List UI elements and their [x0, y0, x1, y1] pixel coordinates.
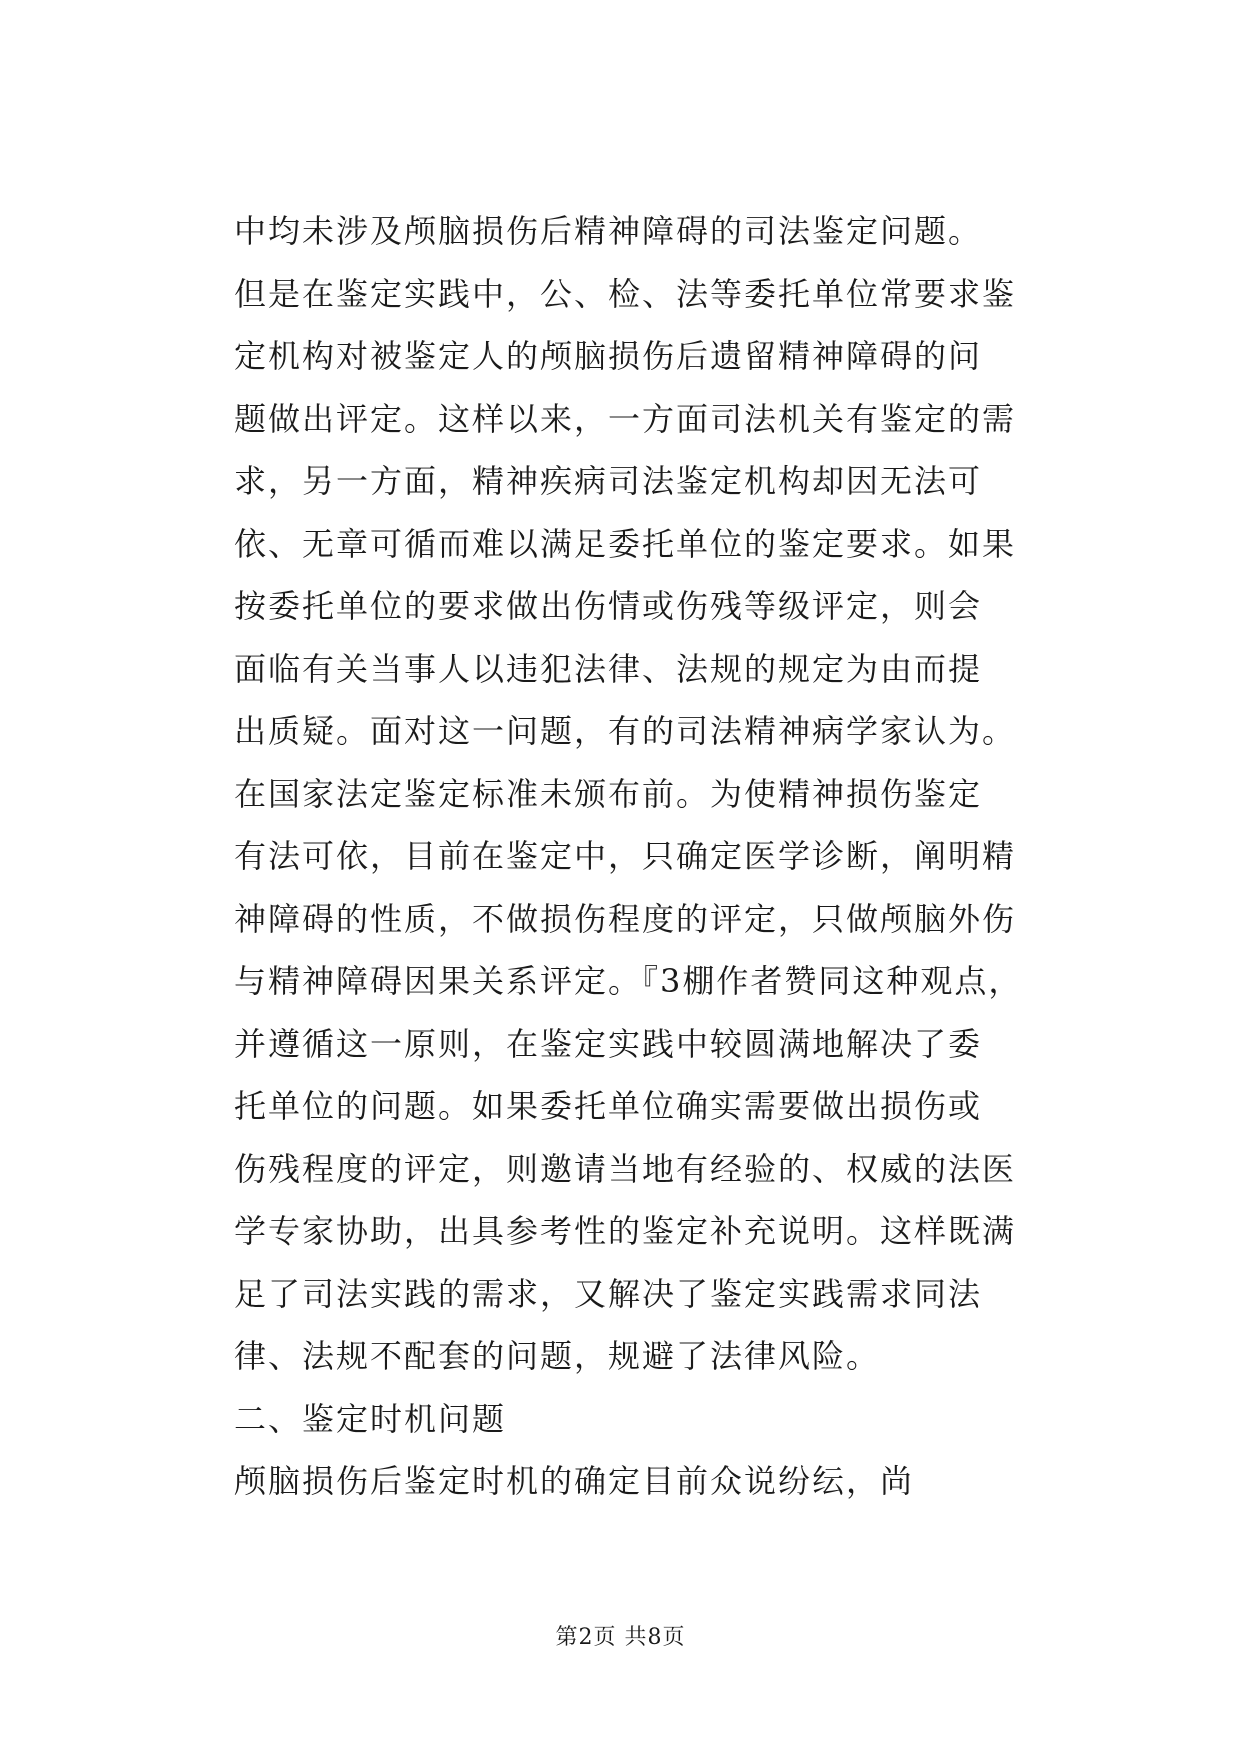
text-line: 求，另一方面，精神疾病司法鉴定机构却因无法可 — [234, 462, 983, 500]
text-line: 托单位的问题。如果委托单位确实需要做出损伤或 — [234, 1087, 983, 1125]
body-text — [234, 200, 1024, 1513]
text-line: 有法可依，目前在鉴定中，只确定医学诊断，阐明精 — [234, 837, 1017, 875]
text-line: 伤残程度的评定，则邀请当地有经验的、权威的法医 — [234, 1149, 1017, 1188]
text-line: 面临有关当事人以违犯法律、法规的规定为由而提 — [234, 649, 983, 688]
text-line: 足了司法实践的需求，又解决了鉴定实践需求同法 — [234, 1274, 983, 1313]
text-line: 颅脑损伤后鉴定时机的确定目前众说纷纭，尚 — [234, 1462, 915, 1500]
text-line: 律、法规不配套的问题，规避了法律风险。 — [234, 1337, 881, 1375]
page-number-footer: 第2页 共8页 — [555, 1625, 686, 1650]
text-line: 但是在鉴定实践中，公、检、法等委托单位常要求鉴 — [234, 274, 1017, 313]
text-line: 与精神障碍因果关系评定。『3棚作者赞同这种观点， — [234, 962, 1023, 1000]
text-line: 并遵循这一原则，在鉴定实践中较圆满地解决了委 — [234, 1024, 983, 1063]
text-line: 按委托单位的要求做出伤情或伤残等级评定，则会 — [234, 587, 983, 625]
text-line: 学专家协助，出具参考性的鉴定补充说明。这样既满 — [234, 1212, 1017, 1250]
text-line: 出质疑。面对这一问题，有的司法精神病学家认为。 — [234, 712, 1017, 750]
text-line: 题做出评定。这样以来，一方面司法机关有鉴定的需 — [234, 399, 1017, 438]
text-line: 在国家法定鉴定标准未颁布前。为使精神损伤鉴定 — [234, 774, 983, 813]
text-line: 神障碍的性质，不做损伤程度的评定，只做颅脑外伤 — [234, 899, 1017, 938]
text-line: 中均未涉及颅脑损伤后精神障碍的司法鉴定问题。 — [234, 212, 983, 250]
section-heading: 二、鉴定时机问题 — [234, 1399, 507, 1438]
text-line: 定机构对被鉴定人的颅脑损伤后遗留精神障碍的问 — [234, 337, 983, 375]
text-line: 依、无章可循而难以满足委托单位的鉴定要求。如果 — [234, 524, 1017, 563]
